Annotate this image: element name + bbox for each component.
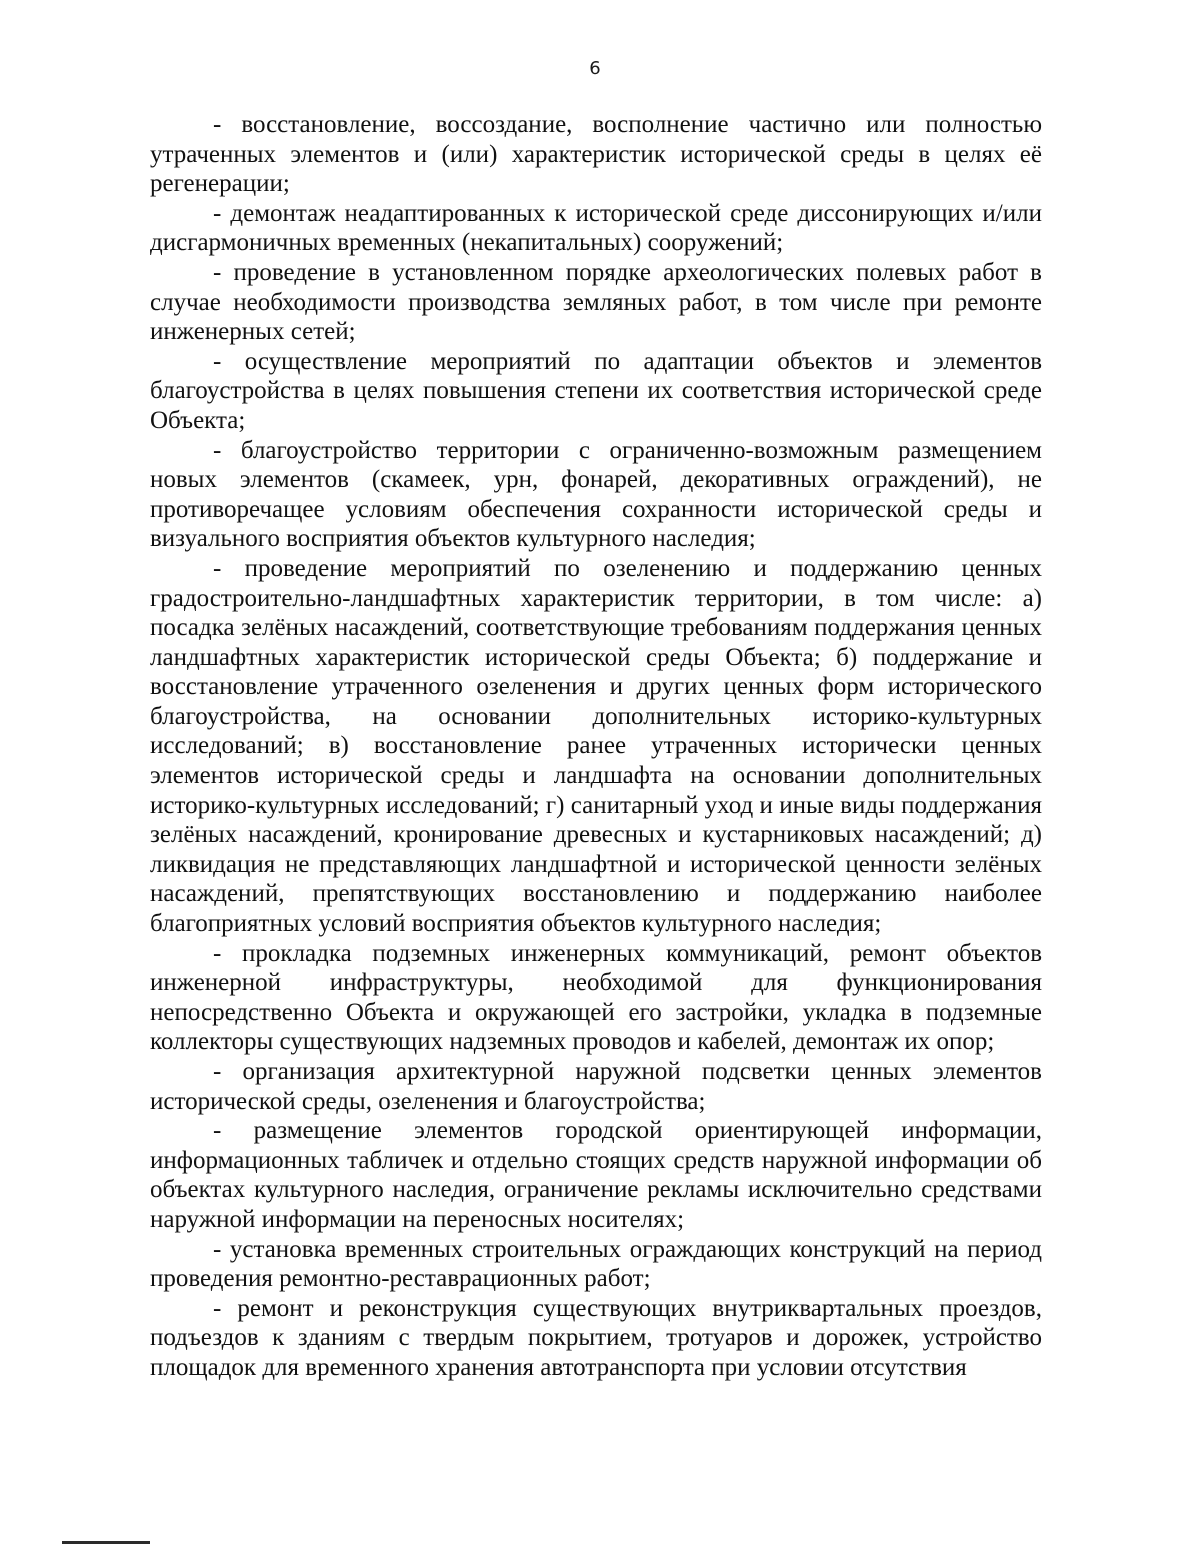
paragraph-fencing: - установка временных строительных ограждающих конструкций на период проведения ремонтно-реставрационных работ; <box>150 1235 1042 1293</box>
paragraph-landscaping: - благоустройство территории с ограниченно-возможным размещением новых элементов (скамеек, урн, фонарей, декоративных ограждений), не противоречащее условиям обеспечения сохранности исторической среды и визуального восприятия объектов культурного наследия; <box>150 436 1042 553</box>
page-number: 6 <box>589 58 601 79</box>
paragraph-lighting: - организация архитектурной наружной подсветки ценных элементов исторической среды, озеленения и благоустройства; <box>150 1058 1042 1115</box>
paragraph-roads: - ремонт и реконструкция существующих внутриквартальных проездов, подъездов к зданиям с твердым покрытием, тротуаров и дорожек, устройство площадок для временного хранения автотранспорта при условии отсутствия <box>150 1294 1042 1381</box>
scan-edge-mark <box>62 1541 150 1544</box>
paragraph-greening: - проведение мероприятий по озеленению и поддержанию ценных градостроительно-ландшафтных характеристик территории, в том числе: а) посадка зелёных насаждений, соответствующие требованиям поддержания ценных ландшафтных характеристик исторической среды Объекта; б) поддержание и восстановление утраченного озеленения и других ценных форм исторического благоустройства, на основании дополнительных историко-культурных исследований; в) восстановление ранее утраченных исторически ценных элементов исторической среды и ландшафта на основании дополнительных историко-культурных исследований; г) санитарный уход и иные виды поддержания зелёных насаждений, кронирование древесных и кустарниковых насаждений; д) ликвидация не представляющих ландшафтной и исторической ценности зелёных насаждений, препятствующих восстановлению и поддержанию наиболее благоприятных условий восприятия объектов культурного наследия; <box>150 554 1042 938</box>
paragraph-restoration: - восстановление, воссоздание, восполнение частично или полностью утраченных элементов и (или) характеристик исторической среды в целях её регенерации; <box>150 111 1042 198</box>
document-body <box>150 110 1042 1383</box>
paragraph-dismantling: - демонтаж неадаптированных к исторической среде диссонирующих и/или дисгармоничных временных (некапитальных) сооружений; <box>150 199 1042 257</box>
paragraph-signage: - размещение элементов городской ориентирующей информации, информационных табличек и отдельно стоящих средств наружной информации об объектах культурного наследия, ограничение рекламы исключительно средствами наружной информации на переносных носителях; <box>150 1117 1042 1233</box>
paragraph-archaeology: - проведение в установленном порядке археологических полевых работ в случае необходимости производства земляных работ, в том числе при ремонте инженерных сетей; <box>150 258 1042 346</box>
paragraph-utilities: - прокладка подземных инженерных коммуникаций, ремонт объектов инженерной инфраструктуры, необходимой для функционирования непосредственно Объекта и окружающей его застройки, укладка в подземные коллекторы существующих надземных проводов и кабелей, демонтаж их опор; <box>150 939 1042 1056</box>
paragraph-adaptation: - осуществление мероприятий по адаптации объектов и элементов благоустройства в целях повышения степени их соответствия исторической среде Объекта; <box>150 347 1042 434</box>
